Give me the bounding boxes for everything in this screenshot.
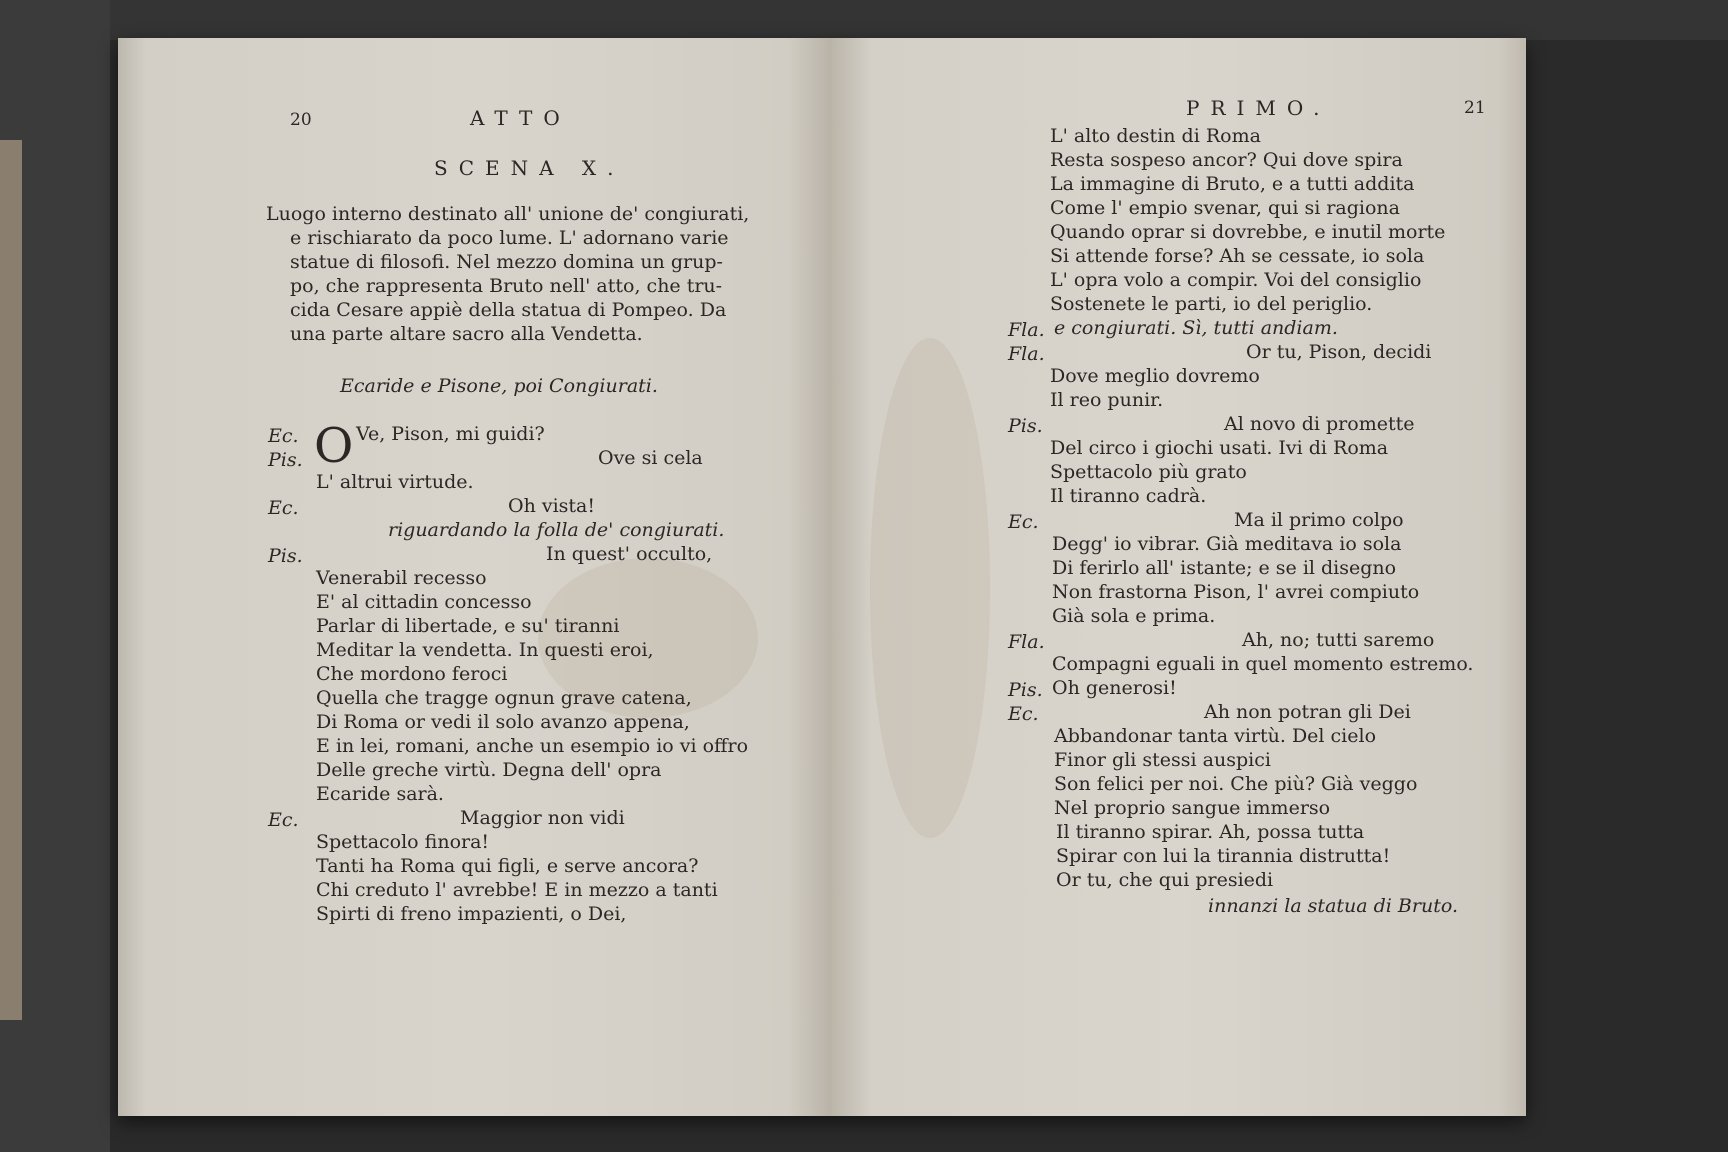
verse-line: Or tu, che qui presiedi bbox=[1056, 869, 1274, 891]
verse-line: Quando oprar si dovrebbe, e inutil morte bbox=[1050, 221, 1446, 243]
verse-line: Ma il primo colpo bbox=[1234, 509, 1404, 531]
verse-line: Ah, no; tutti saremo bbox=[1242, 629, 1435, 651]
verse-line: Nel proprio sangue immerso bbox=[1054, 797, 1331, 819]
verse-line: Abbandonar tanta virtù. Del cielo bbox=[1054, 725, 1377, 747]
verse-line: In quest' occulto, bbox=[546, 543, 713, 565]
speaker-label: Pis. bbox=[1008, 415, 1043, 437]
verse-line: Ecaride sarà. bbox=[316, 783, 444, 805]
verse-line: Si attende forse? Ah se cessate, io sola bbox=[1050, 245, 1425, 267]
background-top bbox=[110, 0, 1728, 40]
drop-cap: O bbox=[314, 418, 354, 474]
verse-line: Del circo i giochi usati. Ivi di Roma bbox=[1050, 437, 1389, 459]
speaker-label: Ec. bbox=[268, 425, 299, 447]
verse-line: Come l' empio svenar, qui si ragiona bbox=[1050, 197, 1400, 219]
verse-line: Delle greche virtù. Degna dell' opra bbox=[316, 759, 662, 781]
description-line: Luogo interno destinato all' unione de' congiurati, bbox=[266, 203, 750, 225]
verse-line: E' al cittadin concesso bbox=[316, 591, 532, 613]
verse-line: Il reo punir. bbox=[1050, 389, 1164, 411]
characters-line: Ecaride e Pisone, poi Congiurati. bbox=[340, 375, 658, 397]
verse-line: Oh generosi! bbox=[1052, 677, 1177, 699]
verse-line: Già sola e prima. bbox=[1052, 605, 1216, 627]
running-head-left: ATTO bbox=[470, 106, 571, 130]
page-number-right: 21 bbox=[1464, 98, 1486, 118]
speaker-label: Fla. bbox=[1008, 343, 1045, 365]
verse-line: Non frastorna Pison, l' avrei compiuto bbox=[1052, 581, 1420, 603]
description-line: cida Cesare appiè della statua di Pompeo. Da bbox=[290, 299, 727, 321]
verse-line: Ah non potran gli Dei bbox=[1204, 701, 1411, 723]
page-number-left: 20 bbox=[290, 110, 312, 130]
verse-line: Compagni eguali in quel momento estremo. bbox=[1052, 653, 1474, 675]
verse-line: Chi creduto l' avrebbe! E in mezzo a tanti bbox=[316, 879, 718, 901]
left-page bbox=[118, 38, 831, 1116]
description-line: e rischiarato da poco lume. L' adornano varie bbox=[290, 227, 729, 249]
paper-stain bbox=[870, 338, 990, 838]
scene-title: SCENA X. bbox=[434, 156, 625, 180]
verse-line: E in lei, romani, anche un esempio io vi offro bbox=[316, 735, 749, 757]
description-line: una parte altare sacro alla Vendetta. bbox=[290, 323, 643, 345]
speaker-label: Ec. bbox=[268, 497, 299, 519]
speaker-label: Fla. bbox=[1008, 631, 1045, 653]
verse-line: Venerabil recesso bbox=[316, 567, 487, 589]
verse-line: Tanti ha Roma qui figli, e serve ancora? bbox=[316, 855, 699, 877]
page-edges bbox=[118, 44, 148, 1110]
verse-line: Maggior non vidi bbox=[460, 807, 625, 829]
speaker-label: Pis. bbox=[268, 545, 303, 567]
verse-line: Or tu, Pison, decidi bbox=[1246, 341, 1432, 363]
verse-line: Spirti di freno impazienti, o Dei, bbox=[316, 903, 627, 925]
speaker-label: Ec. bbox=[268, 809, 299, 831]
open-book bbox=[118, 38, 1526, 1116]
verse-line: Di ferirlo all' istante; e se il disegno bbox=[1052, 557, 1397, 579]
verse-line: Al novo di promette bbox=[1224, 413, 1415, 435]
speaker-label: Ec. bbox=[1008, 511, 1039, 533]
verse-line: L' opra volo a compir. Voi del consiglio bbox=[1050, 269, 1422, 291]
verse-line: Dove meglio dovremo bbox=[1050, 365, 1260, 387]
verse-line: L' altrui virtude. bbox=[316, 471, 474, 493]
verse-line: Il tiranno cadrà. bbox=[1050, 485, 1207, 507]
verse-line: Parlar di libertade, e su' tiranni bbox=[316, 615, 620, 637]
verse-line: Son felici per noi. Che più? Già veggo bbox=[1054, 773, 1418, 795]
verse-line: e congiurati. Sì, tutti andiam. bbox=[1054, 317, 1338, 339]
verse-line: Ve, Pison, mi guidi? bbox=[356, 423, 545, 445]
stage-direction: innanzi la statua di Bruto. bbox=[1208, 895, 1458, 917]
verse-line: Degg' io vibrar. Già meditava io sola bbox=[1052, 533, 1402, 555]
stage-direction: riguardando la folla de' congiurati. bbox=[388, 519, 725, 541]
right-page bbox=[830, 38, 1526, 1116]
verse-line: L' alto destin di Roma bbox=[1050, 125, 1261, 147]
description-line: po, che rappresenta Bruto nell' atto, che tru- bbox=[290, 275, 723, 297]
verse-line: Di Roma or vedi il solo avanzo appena, bbox=[316, 711, 690, 733]
verse-line: Oh vista! bbox=[508, 495, 596, 517]
speaker-label: Pis. bbox=[268, 449, 303, 471]
verse-line: Resta sospeso ancor? Qui dove spira bbox=[1050, 149, 1403, 171]
verse-line: Ove si cela bbox=[598, 447, 703, 469]
speaker-label: Pis. bbox=[1008, 679, 1043, 701]
verse-line: Quella che tragge ognun grave catena, bbox=[316, 687, 692, 709]
description-line: statue di filosofi. Nel mezzo domina un grup- bbox=[290, 251, 723, 273]
verse-line: Sostenete le parti, io del periglio. bbox=[1050, 293, 1373, 315]
verse-line: Spettacolo più grato bbox=[1050, 461, 1247, 483]
speaker-label: Fla. bbox=[1008, 319, 1045, 341]
verse-line: Spirar con lui la tirannia distrutta! bbox=[1056, 845, 1391, 867]
verse-line: La immagine di Bruto, e a tutti addita bbox=[1050, 173, 1415, 195]
verse-line: Meditar la vendetta. In questi eroi, bbox=[316, 639, 654, 661]
verse-line: Che mordono feroci bbox=[316, 663, 508, 685]
verse-line: Spettacolo finora! bbox=[316, 831, 490, 853]
verse-line: Il tiranno spirar. Ah, possa tutta bbox=[1056, 821, 1365, 843]
speaker-label: Ec. bbox=[1008, 703, 1039, 725]
verse-line: Finor gli stessi auspici bbox=[1054, 749, 1271, 771]
background-board bbox=[0, 140, 22, 1020]
running-head-right: PRIMO. bbox=[1186, 96, 1331, 120]
